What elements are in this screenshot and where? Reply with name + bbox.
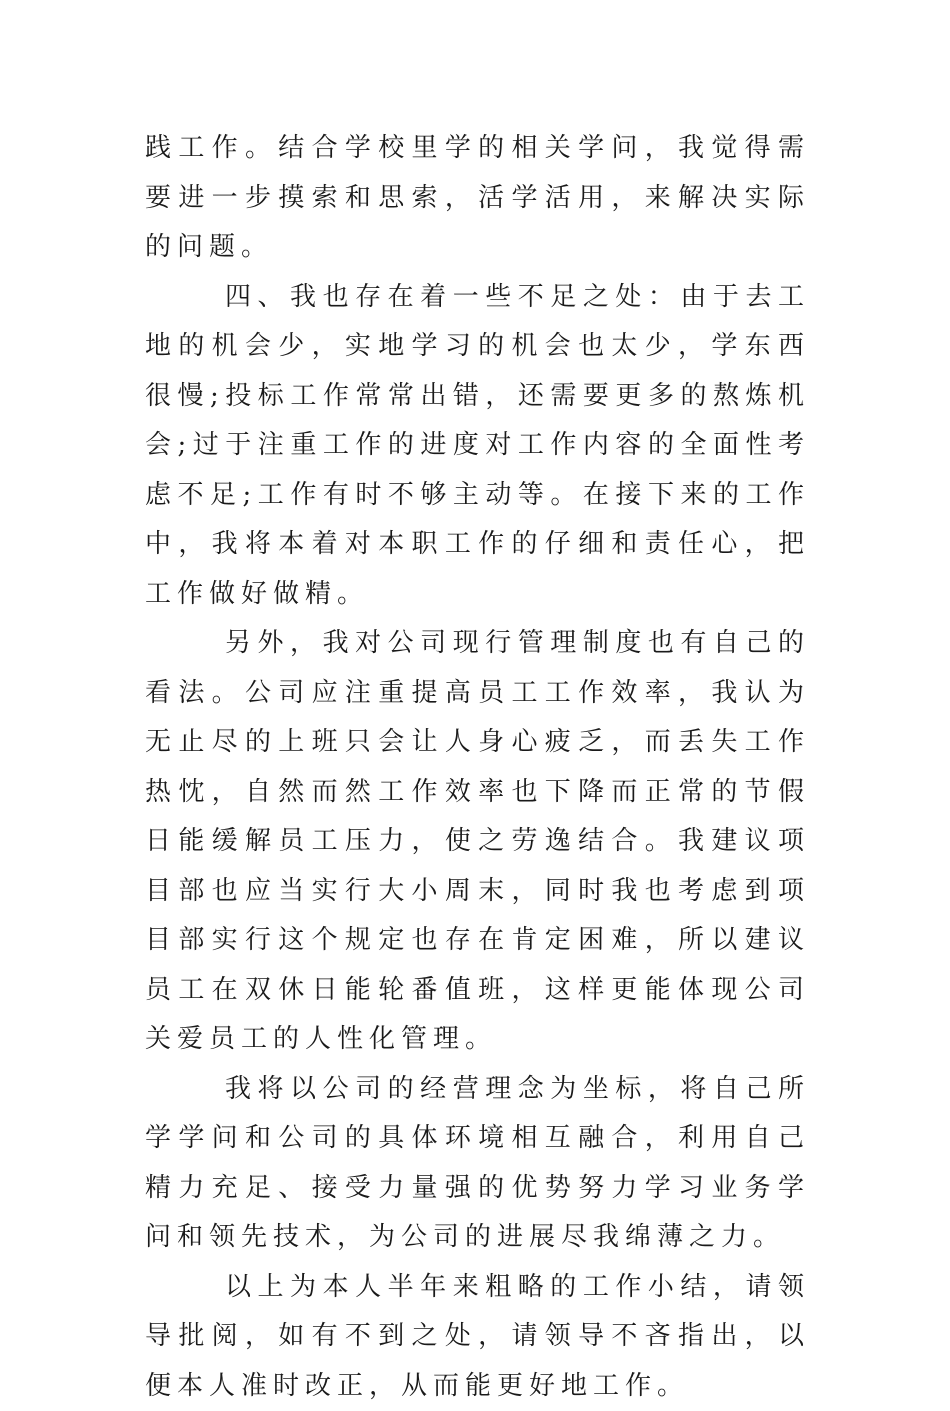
paragraph-management-opinion: 另外，我对公司现行管理制度也有自己的看法。公司应注重提高员工工作效率，我认为无止尽的上班只会让人身心疲乏，而丢失工作热忱，自然而然工作效率也下降而正常的节假日能缓解员工压力，使之劳逸结合。我建议项目部也应当实行大小周末，同时我也考虑到项目部实行这个规定也存在肯定困难，所以建议员工在双休日能轮番值班，这样更能体现公司关爱员工的人性化管理。 (145, 619, 810, 1065)
paragraph-shortcomings: 四、我也存在着一些不足之处：由于去工地的机会少，实地学习的机会也太少，学东西很慢;投标工作常常出错，还需要更多的熬炼机会;过于注重工作的进度对工作内容的全面性考虑不足;工作有时不够主动等。在接下来的工作中，我将本着对本职工作的仔细和责任心，把工作做好做精。 (145, 273, 810, 620)
paragraph-commitment: 我将以公司的经营理念为坐标，将自己所学学问和公司的具体环境相互融合，利用自己精力充足、接受力量强的优势努力学习业务学问和领先技术，为公司的进展尽我绵薄之力。 (145, 1065, 810, 1263)
paragraph-closing: 以上为本人半年来粗略的工作小结，请领导批阅，如有不到之处，请领导不吝指出，以便本人准时改正，从而能更好地工作。 (145, 1263, 810, 1411)
paragraph-continuation: 践工作。结合学校里学的相关学问，我觉得需要进一步摸索和思索，活学活用，来解决实际的问题。 (145, 124, 810, 273)
document-body (145, 124, 810, 1411)
